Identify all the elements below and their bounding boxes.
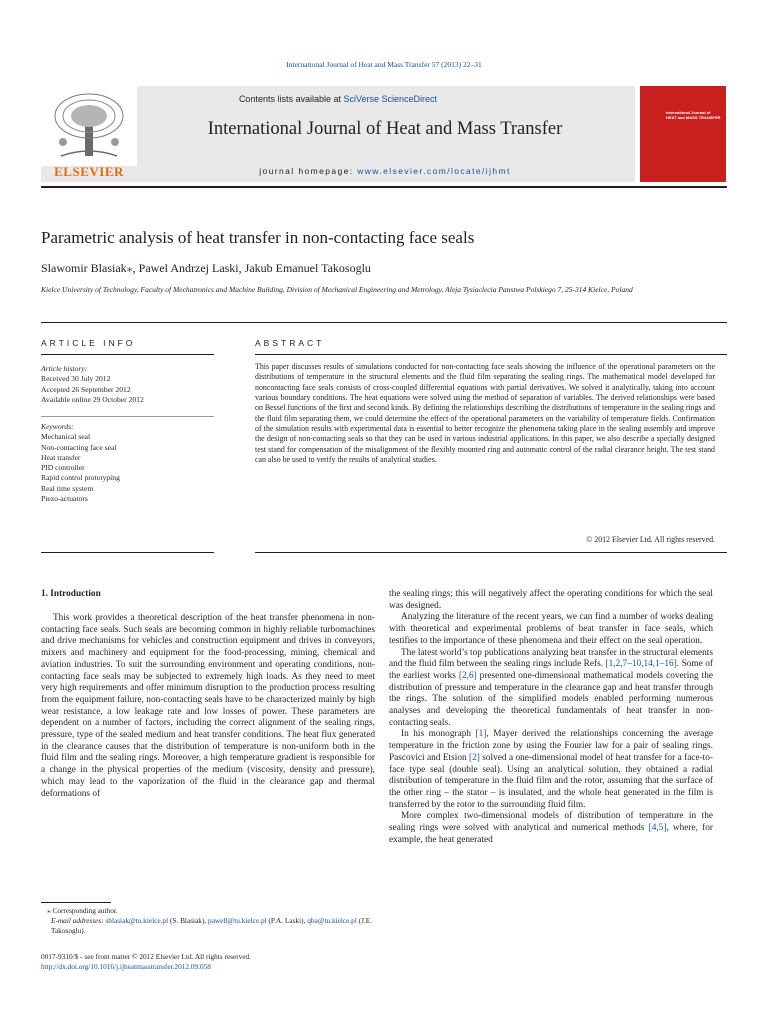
email-owner: (J.E. Takosoglu). (51, 916, 373, 935)
keyword-item: Mechanical seal (41, 432, 91, 442)
left-column (41, 613, 375, 800)
reference-link[interactable]: [1,2,7–10,14,1–16] (605, 659, 677, 670)
title-rule (41, 322, 727, 323)
email-addresses (41, 916, 375, 936)
text-run: In his monograph (401, 729, 476, 740)
paragraph (389, 648, 713, 730)
paragraph: This work provides a theoretical description of the heat transfer phenomena in non-contacting face seals. Such seals are becoming common in highly reliable turbomachines and drive mechanisms for vehicles and construction equipment and drives in conveyors, mixers and machinery and equipment for the food-processing, mining, chemical and aviation industries. To suit the surrounding environment and operating conditions, non-contacting face seals may be subjected to extremely high loads. As they need to meet very high requirements and offer minimum disruption to the production process resulting from the equipment failure, non-contacting seals have to be characterized mainly by high wear resistance, a low leakage rate and low losses of power. These parameters are dependent on a number of factors, including the correct alignment of the sealing rings, pressure, type of the sealed medium and heat transfer conditions. The heat flux generated in the clearance causes that the distribution of temperature is non-uniform both in the fluid film and the sealing rings. Moreover, a high temperature gradient is responsible for a change in the physical properties of the medium (viscosity, density and pressure), which may lead to the vaporization of the fluid in the clearance gap and thermal deformations of (41, 613, 375, 799)
email-owner: (P.A. Laski), (266, 916, 308, 925)
article-title: Parametric analysis of heat transfer in non-contacting face seals (41, 228, 475, 247)
corresponding-author-mark[interactable]: ⁎ (126, 261, 133, 275)
email-link[interactable]: pawell@tu.kielce.pl (208, 916, 267, 925)
text-run: , where, for example, the heat generated (389, 823, 713, 845)
text-run: More complex two-dimensional models of distribution of temperature in the sealing rings were solved with analytical and numerical methods (389, 811, 713, 834)
corresponding-author-note: ⁎ Corresponding author. (47, 906, 118, 915)
text-run: The latest world’s top publications analyzing heat transfer in the structural elements and the fluid film between the sealing rings include Refs. (389, 647, 713, 670)
author-list (41, 261, 721, 276)
text-run: . Some of the earliest works (389, 659, 713, 681)
history-label: Article history: (41, 364, 88, 373)
paragraph (389, 729, 713, 811)
keyword-item: Rapid control prototyping (41, 473, 120, 483)
keyword-item: Heat transfer (41, 452, 81, 462)
journal-title: International Journal of Heat and Mass Transfer (207, 119, 563, 139)
reference-link[interactable]: [2] (469, 752, 480, 763)
sciencedirect-link[interactable]: SciVerse ScienceDirect (343, 94, 438, 104)
contents-availability (41, 94, 635, 104)
text-run: solved a one-dimensional model of heat transfer for a face-to-face type seal (double seal). Using an analytical solution, they obtained a radial distribution of temperature in the fluid film and the rotor, assuming that the surface of the other ring – the stator – is insulated, and the whole heat generated in the film is transferred by the rotor to the surrounding fluid film. (389, 752, 713, 810)
homepage-link[interactable]: www.elsevier.com/locate/ijhmt (357, 166, 511, 176)
issn-footer (41, 952, 375, 972)
email-label: E-mail addresses: (51, 916, 104, 925)
reference-link[interactable]: [2,6] (458, 670, 477, 681)
history-rule (41, 416, 214, 417)
article-info-heading: ARTICLE INFO (41, 338, 136, 348)
journal-cover-thumbnail (640, 86, 726, 182)
text-run: presented one-dimensional mathematical models covering the distribution of pressure and temperature in the clearance gap and heat transfer through the rings. The solution of the simplified models enabled performing numerous analyses and developing the theoretical fundamentals of heat transfer in non-contacting seals. (389, 670, 713, 728)
reference-link[interactable]: [4,5] (648, 823, 667, 834)
reference-link[interactable]: [1] (475, 729, 487, 740)
issn-line: 0017-9310/$ - see front matter © 2012 Elsevier Ltd. All rights reserved. (41, 952, 252, 961)
accepted-date: Accepted 26 September 2012 (41, 384, 131, 394)
keyword-item: Real time system (41, 483, 94, 493)
journal-homepage (140, 166, 630, 176)
affiliation: Kielce University of Technology, Faculty of Mechatronics and Machine Building, Division of Mechanical Engineering and Metrology, Aleja Tysiaclecia Panstwa Polskiego 7, 25-314 Kielce, Poland (41, 285, 633, 294)
right-column (389, 589, 713, 846)
doi-link[interactable]: http://dx.doi.org/10.1016/j.ijheatmasstransfer.2012.09.058 (41, 962, 211, 971)
cover-title: International Journal of HEAT and MASS TRANSFER (666, 110, 721, 120)
footnote-rule (41, 902, 111, 903)
abstract-copyright: © 2012 Elsevier Ltd. All rights reserved. (586, 535, 715, 544)
email-owner: (S. Blasiak), (168, 916, 209, 925)
text-run: , Mayer derived the relationships concerning the average temperature in the friction zone by using the Fourier law for a pair of sealing rings. Pascovici and Etsion (389, 729, 713, 763)
email-link[interactable]: sblasiak@tu.kielce.pl (105, 916, 169, 925)
paragraph (389, 811, 713, 846)
paragraph: the sealing rings; this will negatively affect the operating conditions for which the seal was designed. (389, 589, 713, 611)
keyword-item: Non-contacting face seal (41, 442, 117, 452)
online-date: Available online 29 October 2012 (41, 394, 144, 404)
homepage-prefix: journal homepage: (259, 166, 358, 176)
email-link[interactable]: qba@tu.kielce.pl (307, 916, 357, 925)
other-authors: , Pawel Andrzej Laski, Jakub Emanuel Takosoglu (132, 261, 371, 275)
keyword-item: PID controller (41, 463, 85, 473)
journal-citation[interactable]: International Journal of Heat and Mass Transfer 57 (2013) 22–31 (286, 60, 482, 69)
keywords-block (41, 422, 221, 504)
keywords-label: Keywords: (41, 422, 74, 431)
first-author: Slawomir Blasiak (41, 261, 127, 275)
paragraph: Analyzing the literature of the recent years, we can find a number of works dealing with theoretical and experimental problems of heat transfer in face seals, which testifies to the importance of these phenomena and their effect on the seal operation. (389, 612, 713, 646)
footnotes (41, 906, 375, 936)
article-history (41, 364, 221, 405)
header-rule (41, 186, 727, 188)
elsevier-wordmark: ELSEVIER (54, 164, 124, 179)
keyword-item: Piezo-actuators (41, 494, 88, 504)
section-heading: 1. Introduction (41, 589, 101, 599)
received-date: Received 30 July 2012 (41, 374, 111, 384)
abstract-text: This paper discusses results of simulations conducted for non-contacting face seals showing the influence of the operational parameters on the distributions of temperature in the structural elements and the fluid film separating the sealing rings. The mathematical model developed for noncontacting face seals consists of cross-coupled differential equations with partial derivatives. We solved it analytically, taking into account various boundary conditions. The heat equations were solved using the method of separation of variables. The derived relationships were based on Bessel functions of the first and second kinds. By defining the relationships describing the distributions of temperature in the sealing rings and the fluid film separating them, we could determine the effect of the operational parameters on the variability of temperature fields. Confirmation of the simulation results with experimental data is essential to better recognize the phenomena taking place in the sealing assembly and improve the design of non-contacting seals so that they can be used in various industrial applications. In this paper, we also describe a specially designed test stand for compensation of the misalignment of the flexibly mounted ring and automatic control of the radial clearance height. The test stand can also be used to verify the results of analytical studies. (255, 362, 715, 465)
contents-prefix: Contents lists available at (238, 94, 344, 104)
abstract-bottom-rule (255, 552, 727, 553)
abstract-heading: ABSTRACT (255, 338, 325, 348)
abstract-rule (255, 354, 727, 355)
article-info-rule (41, 354, 214, 355)
article-info-bottom-rule (41, 552, 214, 553)
